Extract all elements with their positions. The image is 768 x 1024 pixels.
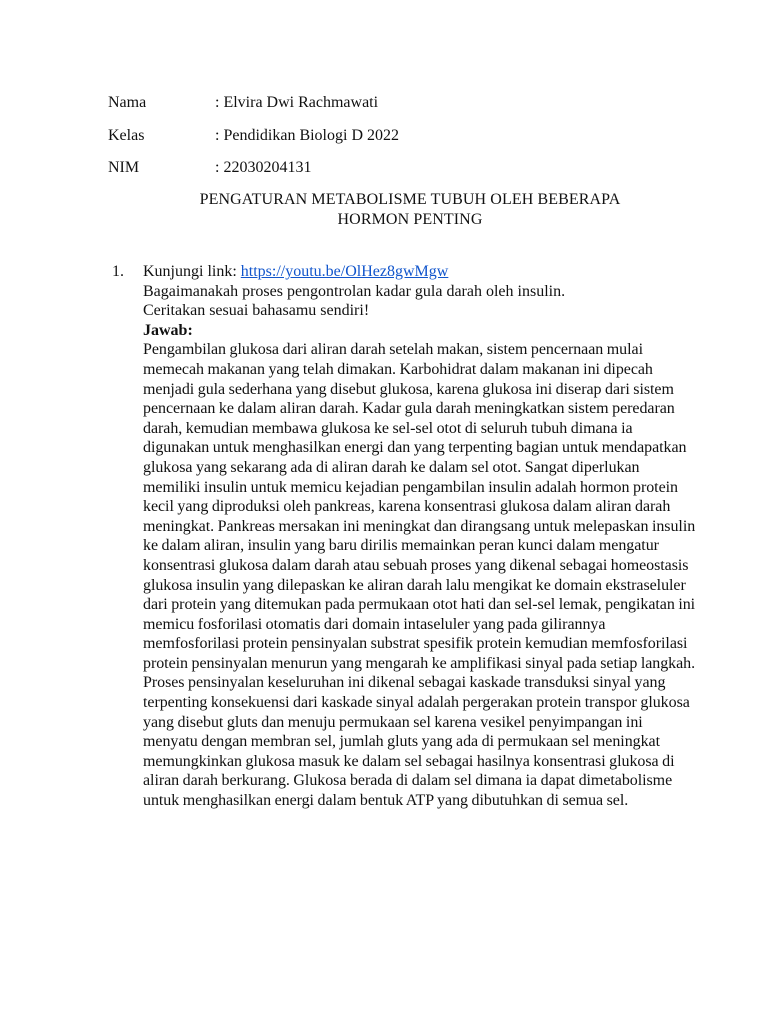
answer-label: Jawab:	[143, 321, 193, 339]
name-value: : Elvira Dwi Rachmawati	[215, 94, 379, 111]
question-number: 1.	[112, 263, 124, 280]
name-row	[108, 93, 378, 113]
title-line-2: HORMON PENTING	[337, 211, 483, 228]
nim-row	[108, 158, 311, 178]
visit-label: Kunjungi link:	[143, 263, 241, 280]
nim-value: : 22030204131	[215, 159, 312, 176]
title-line-1: PENGATURAN METABOLISME TUBUH OLEH BEBERAPA	[199, 191, 621, 208]
answer-text: Pengambilan glukosa dari aliran darah setelah makan, sistem pencernaan mulai memecah makanan yang telah dimakan. Karbohidrat dalam makanan ini dipecah menjadi gula sederhana yang disebut glukosa, karena glukosa ini diserap dari sistem pencernaan ke dalam aliran darah. Kadar gula darah meningkatkan sistem peredaran darah, kemudian membawa glukosa ke sel-sel otot di seluruh tubuh dimana ia digunakan untuk menghasilkan energi dan yang terpenting bagian untuk mendapatkan glukosa yang sekarang ada di aliran darah ke dalam sel otot. Sangat diperlukan memiliki insulin untuk memicu kejadian pengambilan insulin adalah hormon protein kecil yang diproduksi oleh pankreas, karena konsentrasi glukosa dalam aliran darah meningkat. Pankreas mersakan ini meningkat dan dirangsang untuk melepaskan insulin ke dalam aliran, insulin yang baru dirilis memainkan peran kunci dalam mengatur konsentrasi glukosa dalam darah atau sebuah proses yang dikenal sebagai homeostasis glukosa insulin yang dilepaskan ke aliran darah lalu mengikat ke domain ekstraseluler dari protein yang ditemukan pada permukaan otot hati dan sel-sel lemak, pengikatan ini memicu fosforilasi otomatis dari domain intaseluler yang pada gilirannya memfosforilasi protein pensinyalan substrat spesifik protein kemudian memfosforilasi protein pensinyalan menurun yang mengarah ke amplifikasi sinyal pada setiap langkah. Proses pensinyalan keseluruhan ini dikenal sebagai kaskade transduksi sinyal yang terpenting konsekuensi dari kaskade sinyal adalah pergerakan protein transpor glukosa yang disebut gluts dan menuju permukaan sel karena vesikel penyimpangan ini menyatu dengan membran sel, jumlah gluts yang ada di permukaan sel meningkat memungkinkan glukosa masuk ke dalam sel sebagai hasilnya konsentrasi glukosa di aliran darah berkurang. Glukosa berada di dalam sel dimana ia dapat dimetabolisme untuk menghasilkan energi dalam bentuk ATP yang dibutuhkan di semua sel.	[143, 341, 696, 810]
prompt-line-1: Bagaimanakah proses pengontrolan kadar gula darah oleh insulin.	[143, 282, 566, 300]
visit-line	[143, 262, 698, 282]
class-label: Kelas	[108, 127, 145, 144]
question-body	[143, 262, 698, 811]
class-row	[108, 126, 399, 146]
video-link[interactable]: https://youtu.be/OlHez8gwMgw	[240, 263, 449, 280]
nim-label: NIM	[108, 159, 140, 176]
prompt-line-2: Ceritakan sesuai bahasamu sendiri!	[143, 302, 370, 320]
name-label: Nama	[108, 94, 147, 111]
document-title	[110, 190, 710, 230]
class-value: : Pendidikan Biologi D 2022	[215, 127, 399, 144]
question-item	[108, 262, 698, 811]
